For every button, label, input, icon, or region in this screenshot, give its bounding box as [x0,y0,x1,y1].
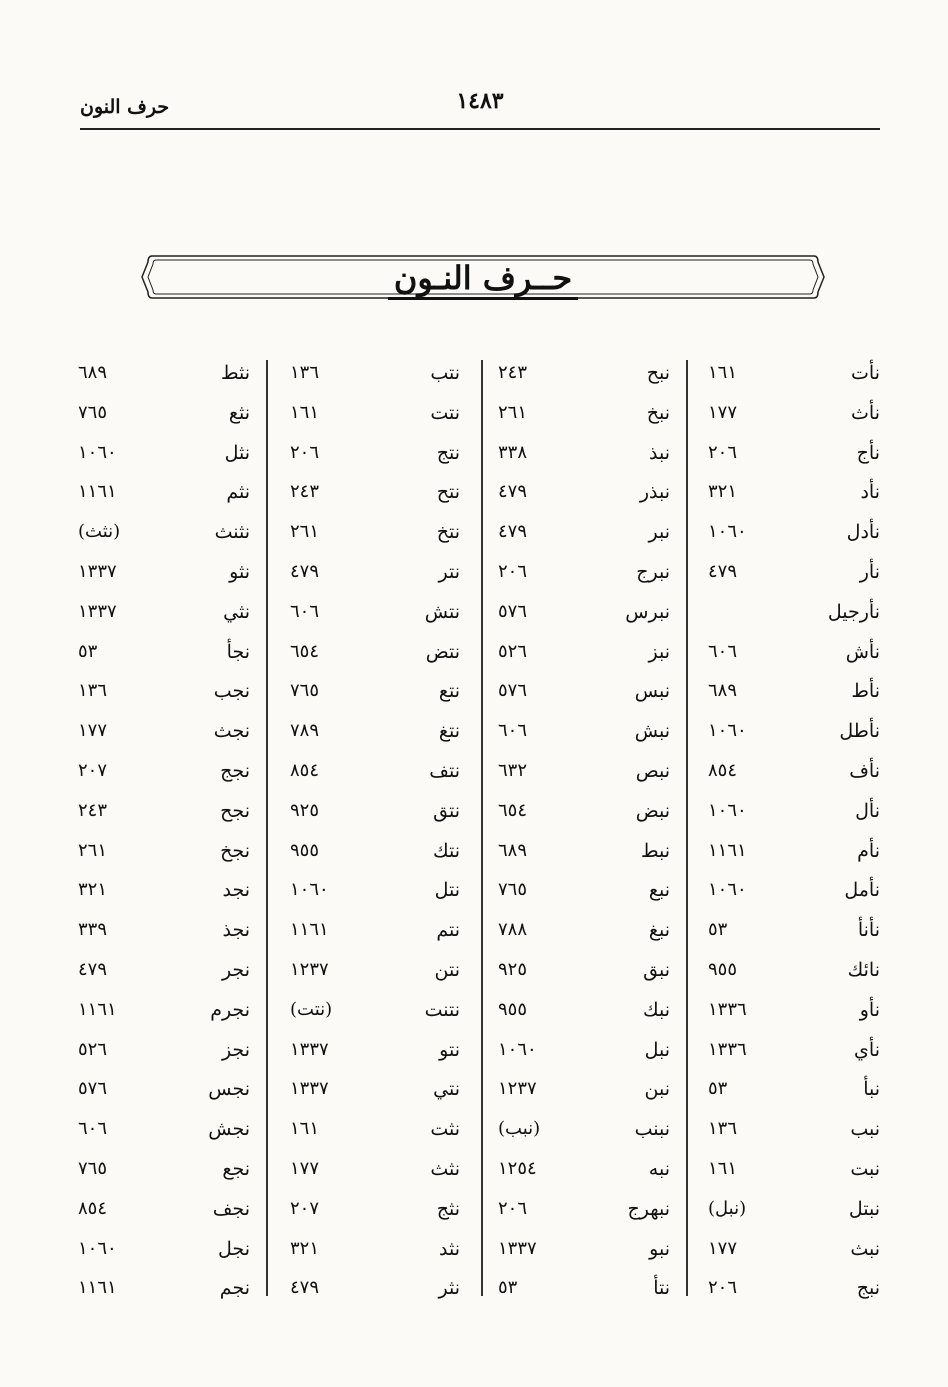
entry-page-ref: ٧٦٥ [78,1158,108,1179]
index-entry [498,674,670,714]
entry-page-ref: ٢٠٦ [708,1277,738,1299]
index-entry [498,1192,670,1232]
entry-word: نأرجيل [827,600,880,623]
entry-page-ref: ١٠٦٠ [78,1237,117,1259]
entry-word: نجخ [220,839,250,862]
entry-page-ref: ١١٦١ [708,839,747,861]
entry-page-ref: ٩٥٥ [498,998,528,1020]
index-entry [498,436,670,476]
entry-page-ref: ٢٠٦ [498,1197,528,1219]
entry-page-ref: ٢٠٧ [290,1197,320,1219]
entry-word: نجج [220,760,250,782]
entry-page-ref: ٢٠٦ [708,441,738,463]
entry-word: نأد [860,481,880,504]
entry-word: نتك [432,839,460,862]
entry-word: نأطل [839,720,880,743]
entry-page-ref: ١٣٦ [708,1118,738,1140]
entry-word: نثط [220,362,250,384]
entry-page-ref: ٤٧٩ [290,1277,320,1299]
entry-page-ref: ١٠٦٠ [708,799,747,821]
index-entry [708,1112,880,1152]
index-entry [498,396,670,436]
index-entry [708,515,880,555]
index-entry [290,1072,460,1112]
entry-page-ref: ٥٢٦ [498,640,528,662]
index-entry [290,436,460,476]
entry-page-ref: ٧٨٨ [498,919,528,941]
entry-page-ref: ٦٨٩ [708,680,738,702]
index-entry [708,595,880,635]
entry-page-ref: ٥٢٦ [78,1038,108,1060]
entry-word: نتح [436,481,460,504]
entry-word: نثنث [214,521,250,544]
entry-page-ref: ٩٢٥ [498,959,528,980]
index-entry [498,1112,670,1152]
index-entry [290,555,460,595]
entry-page-ref: ٢٦١ [78,839,108,861]
entry-word: نثث [430,1158,460,1180]
index-entry [708,834,880,874]
index-entry [78,754,250,794]
entry-word: نجث [213,720,250,743]
index-entry [708,1033,880,1073]
index-entry [290,993,460,1033]
entry-page-ref: ١٣٣٧ [78,561,117,582]
entry-word: نتق [433,799,460,822]
entry-page-ref: ٥٣ [708,1078,728,1100]
entry-page-ref: ٦٨٩ [78,362,108,383]
entry-word: نتنت [424,998,460,1021]
index-entry [78,1192,250,1232]
entry-word: نبهرج [627,1197,670,1220]
entry-page-ref: ٥٣ [708,919,728,941]
index-entry [78,674,250,714]
entry-word: نتن [434,959,460,981]
entry-word: نتف [429,760,460,782]
index-entry [708,635,880,675]
entry-page-ref: ١٦١ [708,362,738,383]
entry-page-ref: ٢٤٣ [498,362,528,383]
column-divider [266,360,268,1296]
entry-page-ref: ٤٧٩ [290,561,320,582]
entry-page-ref: ٣٢١ [708,481,738,503]
entry-word: نجم [219,1277,250,1300]
index-entry [290,635,460,675]
entry-word: نبز [648,640,670,663]
index-entry [708,794,880,834]
entry-page-ref: ٦٠٦ [708,640,738,662]
index-entry [708,396,880,436]
entry-page-ref: ٦٣٢ [498,760,528,781]
index-entry [498,356,670,396]
entry-page-ref: ٥٧٦ [78,1078,108,1100]
entry-page-ref: ١١٦١ [78,1277,117,1299]
entry-word: نجأ [226,640,250,663]
entry-page-ref: ١٣٣٧ [290,1038,329,1060]
index-entry [78,515,250,555]
entry-word: نأمل [844,879,880,902]
index-entry [290,714,460,754]
entry-word: نبج [856,1277,880,1300]
entry-word: نتض [425,640,460,663]
entry-word: نبص [635,760,670,782]
entry-page-ref: ٥٣ [498,1277,518,1299]
entry-word: نتي [433,1078,460,1101]
entry-page-ref: (نبب) [498,1118,541,1140]
entry-word: نتش [424,600,460,623]
index-entry [78,356,250,396]
entry-page-ref: ٥٣ [78,640,98,662]
entry-word: نجذ [222,919,250,942]
entry-page-ref: ٤٧٩ [708,561,738,582]
entry-word: نتت [430,401,460,424]
entry-page-ref: (نبل) [708,1197,747,1219]
index-entry [498,953,670,993]
index-entry [498,1271,670,1311]
entry-word: نبت [850,1158,880,1180]
entry-word: نائك [847,959,880,981]
entry-word: نتل [434,879,460,902]
entry-page-ref: ٣٣٨ [498,441,528,463]
index-entry [498,635,670,675]
index-entry [708,714,880,754]
index-entry [78,475,250,515]
index-entry [498,1152,670,1192]
entry-page-ref: ١٠٦٠ [290,879,329,901]
index-entry [708,953,880,993]
index-entry [290,356,460,396]
entry-page-ref: ١٧٧ [290,1158,320,1179]
index-entry [708,1271,880,1311]
entry-word: نبذ [649,441,670,464]
entry-word: نبه [648,1158,670,1180]
entry-page-ref: ١٢٣٧ [498,1078,537,1100]
entry-page-ref: ٥٧٦ [498,680,528,702]
entry-word: نجش [208,1118,250,1141]
entry-word: نبط [640,839,670,862]
column-divider [686,360,688,1296]
index-entry [498,754,670,794]
entry-page-ref: ٢٠٦ [290,441,320,463]
index-entry [290,1152,460,1192]
index-entry [290,1232,460,1272]
entry-word: نأدل [846,521,880,544]
entry-word: نجرم [210,998,250,1021]
entry-page-ref: ٦٨٩ [498,839,528,861]
entry-word: نبح [646,362,670,384]
section-title-frame [138,254,828,300]
entry-page-ref: ١١٦١ [290,919,329,941]
entry-page-ref: ١٣٣٧ [78,600,117,622]
index-entry [290,913,460,953]
entry-word: نثع [228,401,250,424]
entry-page-ref: ١٣٣٦ [708,998,747,1020]
entry-page-ref: ٧٦٥ [78,401,108,423]
entry-word: نبض [635,799,670,822]
index-entry [78,1152,250,1192]
entry-page-ref: ٦٠٦ [290,600,320,622]
entry-word: نثت [430,1118,460,1141]
entry-word: نثم [226,481,250,504]
index-entry [498,993,670,1033]
entry-word: نثر [438,1277,460,1300]
index-entry [290,674,460,714]
index-entry [290,515,460,555]
entry-word: نأر [859,561,880,583]
entry-word: نبرج [636,561,670,583]
index-entry [78,635,250,675]
index-entry [708,1072,880,1112]
index-entry [498,913,670,953]
entry-word: نجل [218,1237,250,1260]
entry-page-ref: ٨٥٤ [290,760,320,781]
index-entry [498,1232,670,1272]
entry-page-ref: ١٧٧ [78,720,108,742]
entry-page-ref: ١٣٣٧ [290,1078,329,1100]
index-entry [290,1033,460,1073]
entry-word: نتج [436,441,460,464]
column-divider [481,360,483,1296]
entry-word: نتر [438,561,460,583]
index-entry [78,834,250,874]
entry-page-ref: ٥٧٦ [498,600,528,622]
index-entry [78,595,250,635]
entry-page-ref: ١٠٦٠ [78,441,117,463]
entry-page-ref: ٤٧٩ [78,959,108,980]
entry-word: نبر [648,521,670,544]
index-entry [498,794,670,834]
entry-word: نثد [439,1237,460,1260]
entry-word: نبتل [848,1197,880,1220]
entry-word: نتخ [436,521,460,544]
entry-page-ref: ١٢٣٧ [290,959,329,980]
index-entry [78,555,250,595]
index-entry [78,1112,250,1152]
entry-page-ref: ٢٠٧ [78,760,108,781]
entry-word: نبذر [639,481,670,504]
entry-page-ref: ٢٦١ [290,521,320,543]
entry-word: نثي [223,600,250,623]
index-entry [708,1192,880,1232]
index-entry [78,1033,250,1073]
index-entry [78,436,250,476]
entry-page-ref: ١٠٦٠ [708,521,747,543]
entry-page-ref: ٦٥٤ [290,640,320,662]
entry-page-ref: ١٢٥٤ [498,1158,537,1179]
index-entry [708,993,880,1033]
entry-page-ref: ٢٠٦ [498,561,528,582]
index-entry [290,1112,460,1152]
entry-word: نجر [221,959,250,981]
page-number: ١٤٨٣ [456,88,504,114]
entry-word: نثج [436,1197,460,1220]
index-entry [290,475,460,515]
index-entry [290,834,460,874]
entry-word: نثو [229,561,250,583]
entry-word: نبك [642,998,670,1021]
entry-word: نتع [438,680,460,703]
index-entry [498,714,670,754]
entry-page-ref: ٢٤٣ [78,799,108,821]
index-entry [498,834,670,874]
entry-page-ref: ٨٥٤ [708,760,738,781]
entry-word: نجح [220,799,250,822]
entry-word: نبنب [634,1118,670,1141]
entry-word: نأف [849,760,880,782]
entry-word: نجب [213,680,250,703]
entry-page-ref: (نثث) [78,521,121,543]
entry-page-ref: ١١٦١ [78,998,117,1020]
entry-page-ref: ١٠٦٠ [708,720,747,742]
index-entry [498,873,670,913]
index-entry [290,595,460,635]
entry-page-ref: ١٠٦٠ [498,1038,537,1060]
index-entry [708,475,880,515]
entry-word: نأت [851,362,880,384]
entry-word: نبب [850,1118,880,1141]
entry-word: نجع [222,1158,250,1180]
entry-word: نأث [851,401,880,424]
entry-word: نبو [649,1237,670,1260]
index-entry [290,1271,460,1311]
entry-word: نبق [643,959,670,981]
entry-page-ref: ٢٦١ [498,401,528,423]
entry-page-ref: ٣٢١ [78,879,108,901]
index-entry [78,396,250,436]
entry-page-ref: ١٧٧ [708,401,738,423]
index-entry [78,873,250,913]
entry-word: نبش [634,720,670,743]
index-entry [498,515,670,555]
index-entry [708,913,880,953]
running-head-label: حرف النون [80,96,170,118]
index-entry [498,1072,670,1112]
entry-word: نأي [854,1038,880,1061]
entry-page-ref: ٤٧٩ [498,481,528,503]
entry-word: نتغ [438,720,460,743]
entry-page-ref: ١٧٧ [708,1237,738,1259]
entry-page-ref: ١٣٣٧ [498,1237,537,1259]
entry-page-ref: ٩٥٥ [290,839,320,861]
entry-page-ref: ١٦١ [708,1158,738,1179]
entry-page-ref: ١٣٦ [78,680,108,702]
index-entry [498,1033,670,1073]
entry-word: نتب [430,362,460,384]
index-entry [708,1152,880,1192]
entry-word: نأج [856,441,880,464]
index-entry [290,754,460,794]
index-entry [708,873,880,913]
index-entry [78,1072,250,1112]
index-entry [78,714,250,754]
entry-page-ref: ٦٥٤ [498,799,528,821]
entry-word: نأش [845,640,880,663]
index-entry [78,953,250,993]
entry-page-ref: ٧٦٥ [290,680,320,702]
entry-word: نأو [859,998,880,1021]
entry-page-ref: (نتت) [290,998,333,1020]
entry-word: نبن [644,1078,670,1101]
entry-page-ref: ٤٧٩ [498,521,528,543]
entry-page-ref: ١٣٦ [290,362,320,383]
index-entry [708,436,880,476]
entry-word: نأنأ [857,919,880,942]
entry-word: نجس [208,1078,250,1101]
entry-word: نأم [857,839,880,862]
index-entry [290,396,460,436]
section-title-text: حــرف النـون [388,259,578,300]
entry-word: نبث [850,1237,880,1260]
entry-page-ref: ٩٢٥ [290,799,320,821]
entry-page-ref: ٣٣٩ [78,919,108,941]
entry-word: نجز [221,1038,250,1061]
index-entry [78,794,250,834]
index-entry [498,475,670,515]
entry-word: نأل [855,799,880,822]
index-entry [290,1192,460,1232]
entry-page-ref: ٢٤٣ [290,481,320,503]
entry-page-ref: ٨٥٤ [78,1197,108,1219]
entry-word: نبس [634,680,670,703]
entry-page-ref: ٣٢١ [290,1237,320,1259]
entry-page-ref: ١١٦١ [78,481,117,503]
entry-page-ref: ١٣٣٦ [708,1038,747,1060]
index-entry [290,953,460,993]
entry-page-ref: ١٦١ [290,1118,320,1140]
index-entry [78,1271,250,1311]
entry-word: نبأ [863,1078,880,1101]
index-entry [708,356,880,396]
entry-word: نبع [648,879,670,902]
entry-page-ref: ٦٠٦ [78,1118,108,1140]
entry-word: نبل [644,1038,670,1061]
entry-page-ref: ١٦١ [290,401,320,423]
entry-word: نتأ [653,1277,670,1300]
entry-word: نتم [436,919,460,942]
index-entry [708,674,880,714]
index-entry [78,1232,250,1272]
entry-word: نجد [222,879,250,902]
index-entry [290,873,460,913]
entry-page-ref: ٩٥٥ [708,959,738,980]
entry-page-ref: ٧٦٥ [498,879,528,901]
entry-page-ref: ٧٨٩ [290,720,320,742]
section-title [138,258,828,298]
running-head [80,88,880,130]
index-entry [708,754,880,794]
index-entry [78,993,250,1033]
index-entry [498,555,670,595]
entry-word: نبرس [625,600,670,623]
index-entry [708,555,880,595]
entry-word: نبغ [648,919,670,942]
index-entry [498,595,670,635]
entry-word: نتو [439,1038,460,1061]
entry-word: نثل [224,441,250,464]
entry-page-ref: ٦٠٦ [498,720,528,742]
entry-page-ref: ١٠٦٠ [708,879,747,901]
entry-word: نجف [212,1197,250,1220]
entry-word: نبخ [646,401,670,424]
index-entry [78,913,250,953]
entry-word: نأط [851,680,880,703]
index-entry [708,1232,880,1272]
index-entry [290,794,460,834]
